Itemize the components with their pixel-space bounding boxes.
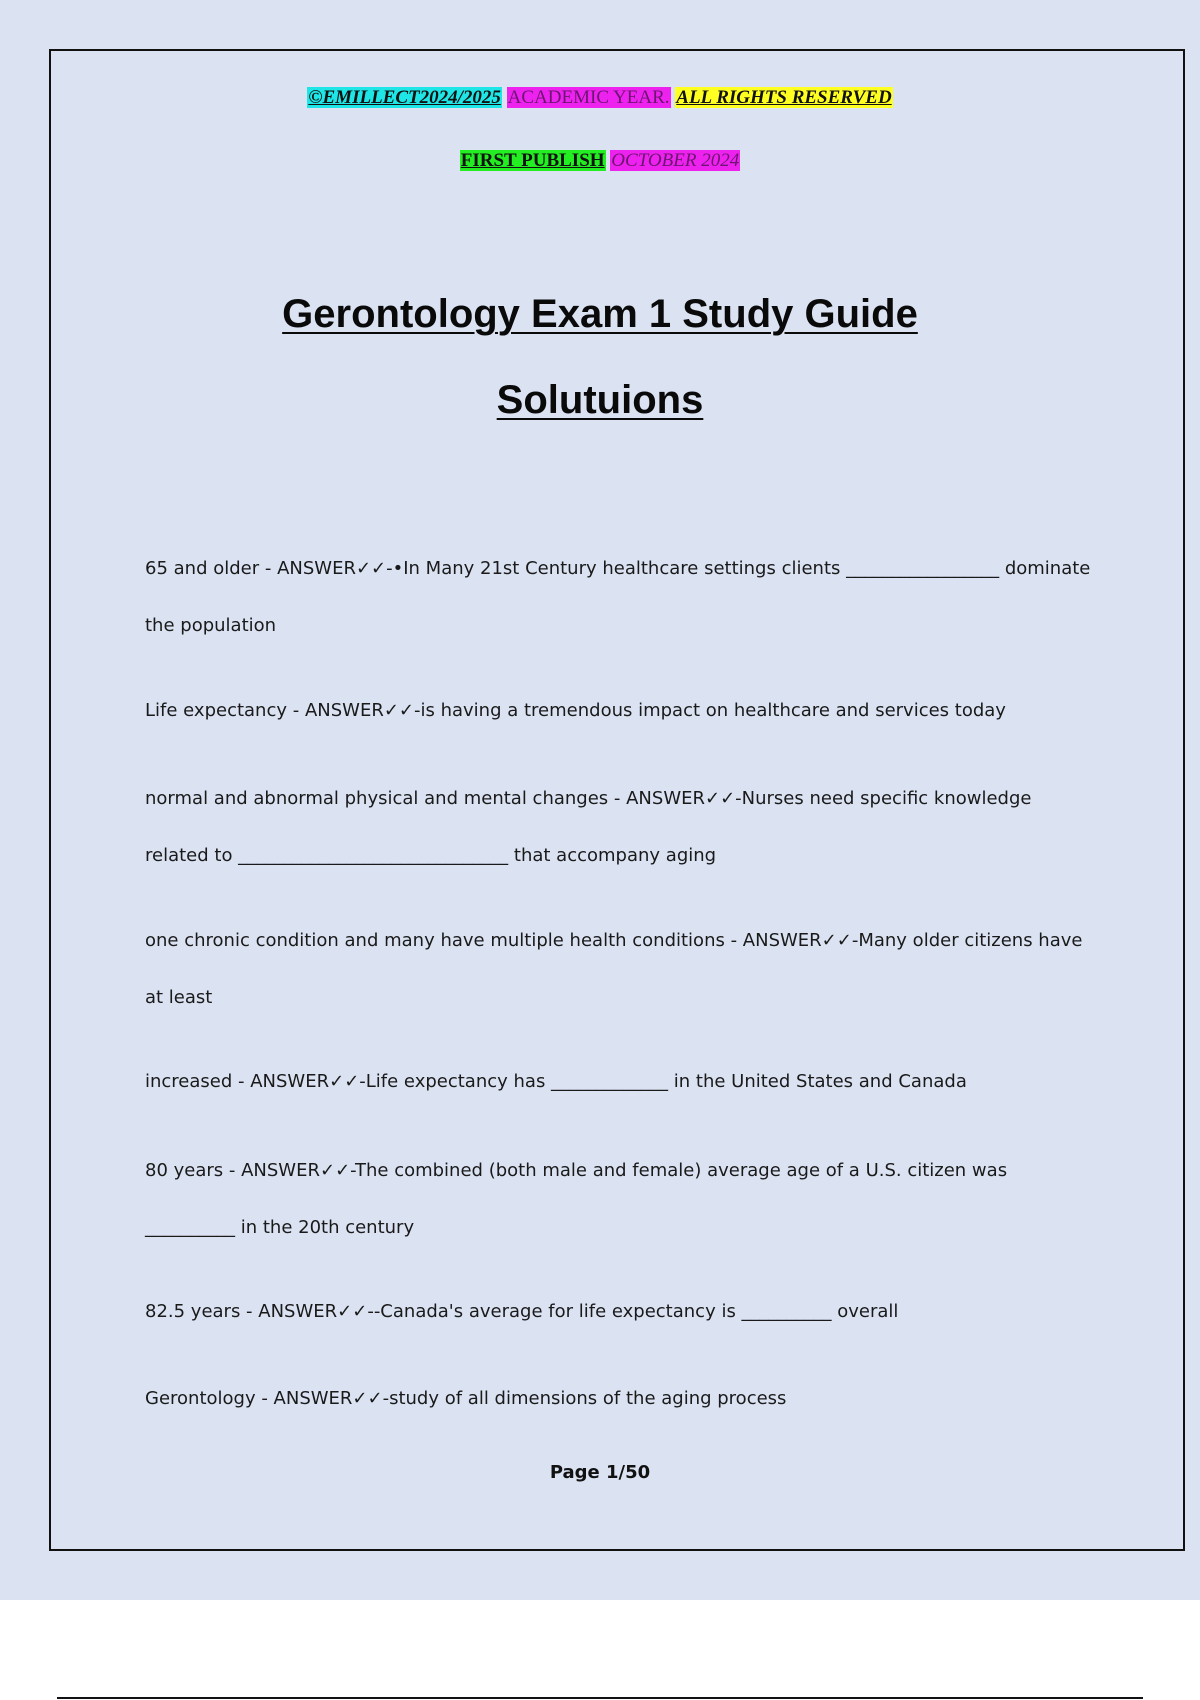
qa-item: increased - ANSWER✓✓-Life expectancy has _____________ in the United States and Canada — [145, 1071, 967, 1092]
copyright-text: ©EMILLECT2024/2025 — [308, 87, 501, 108]
document-title-line1: Gerontology Exam 1 Study Guide — [282, 292, 918, 336]
qa-item: one chronic condition and many have multiple health conditions - ANSWER✓✓-Many older citizens have at least — [145, 930, 1083, 1008]
qa-item: normal and abnormal physical and mental changes - ANSWER✓✓-Nurses need specific knowledge related to ______________________________ that accompany aging — [145, 788, 1032, 866]
copyright-header — [0, 86, 1200, 110]
qa-item: 80 years - ANSWER✓✓-The combined (both male and female) average age of a U.S. citizen was __________ in the 20th century — [145, 1160, 1008, 1238]
academic-year-text: ACADEMIC YEAR. — [507, 87, 670, 108]
qa-item: 82.5 years - ANSWER✓✓--Canada's average for life expectancy is __________ overall — [145, 1301, 899, 1322]
document-title-line2: Solutuions — [496, 378, 704, 422]
qa-item: Life expectancy - ANSWER✓✓-is having a tremendous impact on healthcare and services today — [145, 700, 1006, 721]
qa-item: Gerontology - ANSWER✓✓-study of all dimensions of the aging process — [145, 1388, 787, 1409]
first-publish-text: FIRST PUBLISH — [460, 150, 605, 171]
page-number: Page 1/50 — [549, 1462, 651, 1483]
qa-item: 65 and older - ANSWER✓✓-•In Many 21st Century healthcare settings clients _________________ dominate the population — [145, 558, 1091, 636]
publish-date-text: OCTOBER 2024 — [611, 150, 740, 171]
rights-text: ALL RIGHTS RESERVED — [676, 87, 892, 108]
publish-header — [0, 149, 1200, 173]
bottom-divider — [57, 1697, 1143, 1699]
